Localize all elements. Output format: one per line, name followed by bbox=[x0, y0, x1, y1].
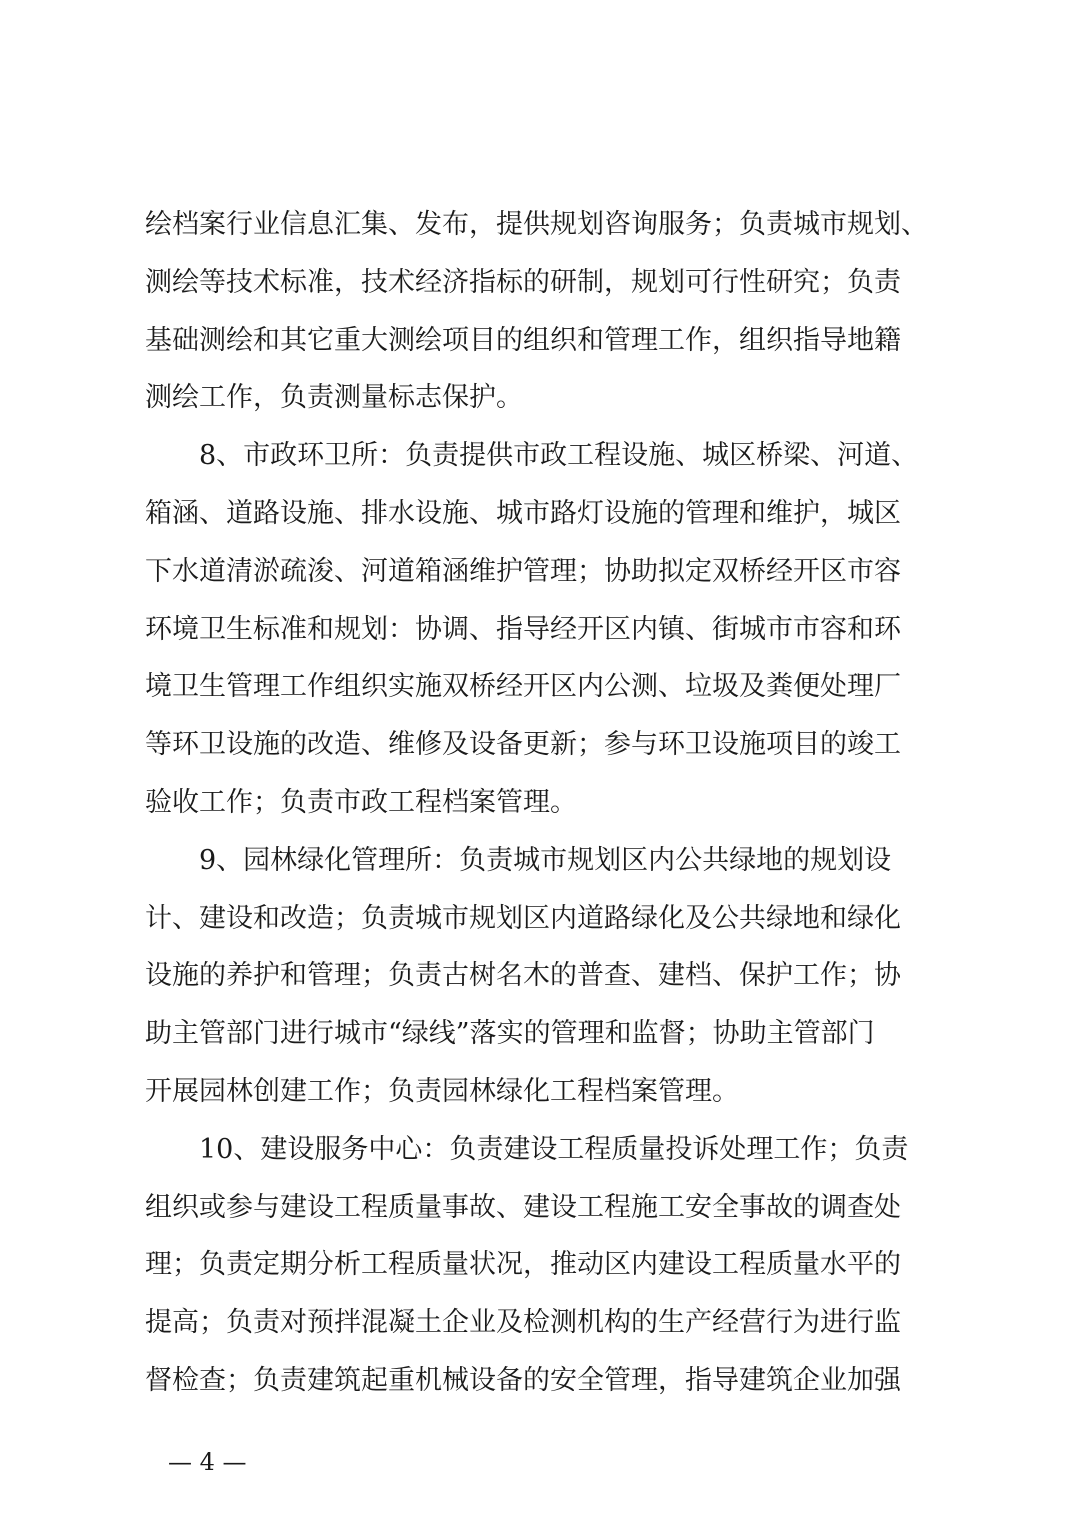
text-line: 绘档案行业信息汇集、发布，提供规划咨询服务；负责城市规划、 bbox=[145, 209, 928, 240]
text-line: 基础测绘和其它重大测绘项目的组织和管理工作，组织指导地籍 bbox=[145, 324, 901, 356]
text-line: 助主管部门进行城市“绿线”落实的管理和监督；协助主管部门 bbox=[145, 1018, 875, 1050]
text-line: 开展园林创建工作；负责园林绿化工程档案管理。 bbox=[145, 1075, 739, 1107]
paragraph-10-start: 10、建设服务中心：负责建设工程质量投诉处理工作；负责 bbox=[199, 1133, 909, 1165]
text-line: 境卫生管理工作组织实施双桥经开区内公测、垃圾及粪便处理厂 bbox=[145, 671, 901, 703]
text-line: 组织或参与建设工程质量事故、建设工程施工安全事故的调查处 bbox=[145, 1191, 901, 1223]
text-line: 下水道清淤疏浚、河道箱涵维护管理；协助拟定双桥经开区市容 bbox=[145, 555, 901, 587]
text-line: 测绘工作，负责测量标志保护。 bbox=[145, 382, 523, 414]
text-line: 环境卫生标准和规划：协调、指导经开区内镇、街城市市容和环 bbox=[145, 613, 901, 645]
paragraph-8-start: 8、市政环卫所：负责提供市政工程设施、城区桥梁、河道、 bbox=[199, 440, 919, 472]
text-line: 设施的养护和管理；负责古树名木的普查、建档、保护工作；协 bbox=[145, 960, 901, 992]
text-line: 验收工作；负责市政工程档案管理。 bbox=[145, 786, 577, 818]
text-line: 箱涵、道路设施、排水设施、城市路灯设施的管理和维护，城区 bbox=[145, 497, 901, 529]
body-text bbox=[145, 196, 945, 1410]
text-line: 督检查；负责建筑起重机械设备的安全管理，指导建筑企业加强 bbox=[145, 1364, 901, 1396]
text-line: 计、建设和改造；负责城市规划区内道路绿化及公共绿地和绿化 bbox=[145, 902, 901, 934]
text-line: 提高；负责对预拌混凝土企业及检测机构的生产经营行为进行监 bbox=[145, 1307, 901, 1339]
page-number: — 4 — bbox=[168, 1448, 247, 1476]
text-line: 等环卫设施的改造、维修及设备更新；参与环卫设施项目的竣工 bbox=[145, 729, 901, 761]
text-line: 测绘等技术标准，技术经济指标的研制，规划可行性研究；负责 bbox=[145, 266, 901, 298]
text-line: 理；负责定期分析工程质量状况，推动区内建设工程质量水平的 bbox=[145, 1249, 901, 1281]
paragraph-9-start: 9、园林绿化管理所：负责城市规划区内公共绿地的规划设 bbox=[199, 844, 892, 876]
